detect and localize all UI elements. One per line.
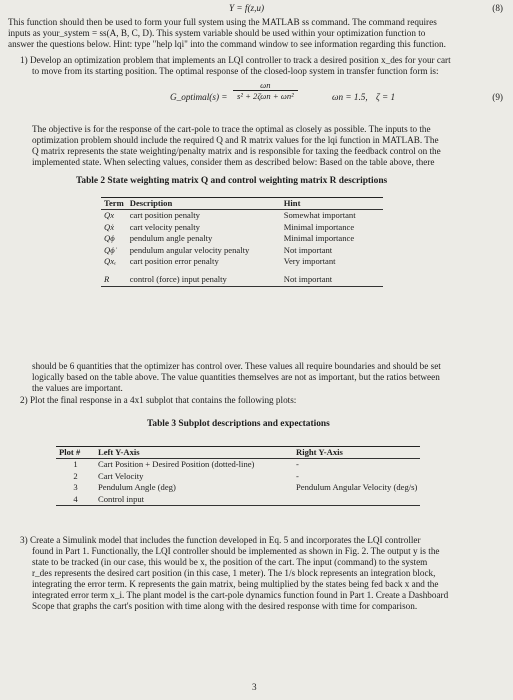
paragraph-3-line-1: should be 6 quantities that the optimizer has control over. These values all require boundaries and should be set: [32, 361, 441, 371]
equation-9-fraction: [233, 80, 298, 101]
table-3-header-plot: Plot #: [59, 447, 81, 457]
table-2: [101, 197, 383, 287]
table-3-right-axis: -: [296, 470, 299, 481]
table-2-description: pendulum angle penalty: [129, 233, 213, 244]
equation-9-number: (9): [492, 92, 503, 102]
equation-8: Y = f(z,u): [229, 3, 265, 13]
table-2-term: Qxₑ: [104, 256, 117, 267]
item-1-line-1: 1) Develop an optimization problem that implements an LQI controller to track a desired position x_des for your cart: [20, 55, 451, 65]
paragraph-3-line-2: logically based on the table above. The value quantities themselves are not as important, but the ratios between: [32, 372, 440, 382]
table-2-term: Qẋ: [104, 221, 115, 232]
table-2-header-term: Term: [104, 198, 124, 208]
table-3-left-axis: Cart Velocity: [98, 470, 144, 481]
table-3-plot-number: 4: [73, 493, 78, 504]
table-2-hint: Not important: [283, 274, 333, 285]
item-3-line-4: r_des represents the desired cart position (in this case, 1 meter). The 1/s block represents an integration block,: [32, 568, 436, 578]
equation-9-wn: ωn = 1.5,: [332, 92, 368, 102]
paragraph-2-line-3: Q matrix represents the state weighting/penalty matrix and is responsible for taxing the feedback control on the: [32, 146, 441, 156]
table-2-header-hint: Hint: [283, 198, 301, 208]
table-3-header-left: Left Y-Axis: [98, 447, 140, 457]
table-2-term: Qϕ̇: [104, 244, 115, 255]
table-row: [101, 210, 383, 222]
item-2: 2) Plot the final response in a 4x1 subplot that contains the following plots:: [20, 395, 297, 405]
equation-9-zeta: ζ = 1: [376, 92, 396, 102]
table-row: [101, 245, 383, 256]
item-3-line-2: found in Part 1. Functionally, the LQI controller should be implemented as shown in Fig. 2. The output y is the: [32, 546, 440, 556]
item-3-line-5: integrating the error term. K represents the gain matrix, being multiplied by the states being fed back x and the: [32, 579, 439, 589]
table-2-description: pendulum angular velocity penalty: [129, 244, 250, 255]
table-2-hint: Not important: [283, 244, 333, 255]
item-3-line-3: state to be tracked (in our case, this would be x, the position of the cart. The input (command) to the system: [32, 557, 428, 567]
table-2-caption: Table 2 State weighting matrix Q and control weighting matrix R descriptions: [76, 176, 388, 186]
table-3-left-axis: Cart Position + Desired Position (dotted-line): [98, 459, 255, 470]
item-3-line-6: integrated error term x_i. The plant model is the cart-pole dynamics function found in Part 1. Create a Dashboard: [32, 590, 449, 600]
item-1-line-2: to move from its starting position. The optimal response of the closed-loop system in transfer function form is:: [32, 66, 439, 76]
item-3-line-1: 3) Create a Simulink model that includes the function developed in Eq. 5 and incorporates the LQI controller: [20, 535, 421, 545]
table-2-hint: Minimal importance: [283, 233, 355, 244]
table-2-header-description: Description: [129, 198, 173, 208]
paragraph-2-line-1: The objective is for the response of the cart-pole to trace the optimal as closely as possible. The inputs to the: [32, 124, 431, 134]
equation-9-denominator: s² + 2ζωn + ωn²: [237, 91, 294, 101]
table-row: [101, 222, 383, 233]
table-3-right-axis: -: [296, 459, 299, 470]
table-2-hint: Minimal importance: [283, 221, 355, 232]
table-row: [101, 233, 383, 244]
table-3-left-axis: Control input: [98, 493, 145, 504]
table-3-left-axis: Pendulum Angle (deg): [98, 482, 176, 493]
table-3-plot-number: 1: [73, 459, 78, 470]
paragraph-1-line-2: inputs as your_system = ss(A, B, C, D). This system variable should be used within your optimization function to: [8, 28, 426, 38]
table-row: [56, 482, 420, 493]
table-row: [101, 256, 383, 267]
paragraph-1-line-1: This function should then be used to form your full system using the MATLAB ss command. The command requires: [8, 17, 437, 27]
paragraph-2-line-2: optimization problem should include the required Q and R matrix values for the lqi function in MATLAB. The: [32, 135, 439, 145]
page-number: 3: [252, 682, 257, 692]
table-3-caption: Table 3 Subplot descriptions and expectations: [147, 419, 330, 429]
table-3-plot-number: 3: [73, 482, 78, 493]
table-row: [56, 459, 420, 471]
table-2-description: cart position penalty: [129, 210, 200, 221]
equation-9-lhs: G_optimal(s) =: [170, 92, 228, 102]
table-3-right-axis: Pendulum Angular Velocity (deg/s): [296, 482, 418, 493]
table-2-term: Qϕ: [104, 233, 115, 244]
table-2-term: Qx: [104, 210, 115, 221]
table-2-description: cart position error penalty: [129, 256, 219, 267]
paragraph-3-line-3: the values are important.: [32, 383, 123, 393]
table-2-hint: Somewhat important: [283, 210, 356, 221]
paragraph-2-line-4: implemented state. When selecting values, consider them as described below: Based on the table above, there: [32, 157, 435, 167]
table-2-hint: Very important: [283, 256, 336, 267]
equation-8-number: (8): [492, 3, 503, 13]
equation-9-numerator: ωn: [233, 80, 298, 91]
paragraph-1-line-3: answer the questions below. Hint: type "help lqi" into the command window to see information regarding this function.: [8, 39, 446, 49]
table-row: [56, 494, 420, 506]
table-row: [56, 471, 420, 482]
table-3: [56, 446, 420, 506]
table-3-right-axis: [293, 494, 420, 506]
table-row: [101, 267, 383, 286]
table-2-description: control (force) input penalty: [129, 274, 227, 285]
table-3-plot-number: 2: [73, 470, 78, 481]
table-2-description: cart velocity penalty: [129, 221, 200, 232]
table-3-header-right: Right Y-Axis: [296, 447, 343, 457]
item-3-line-7: Scope that graphs the cart's position with time along with the desired response with time for comparison.: [32, 601, 418, 611]
table-2-term: R: [104, 274, 110, 285]
